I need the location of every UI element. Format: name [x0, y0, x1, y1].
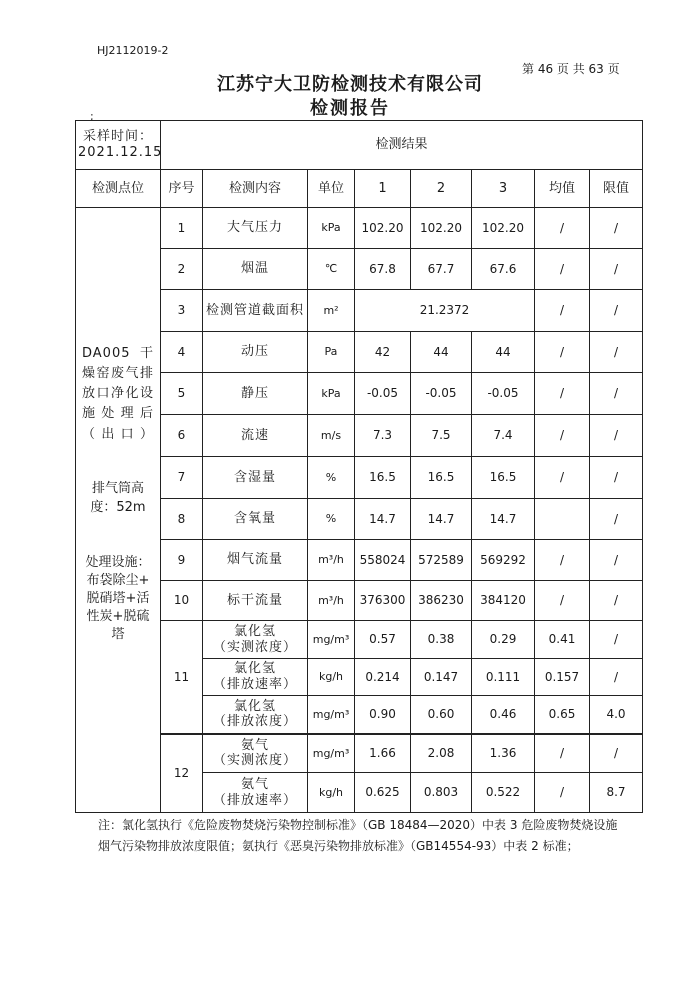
avg-cell: / [535, 457, 590, 499]
value-cell: 0.60 [411, 696, 472, 734]
table-row [76, 290, 643, 332]
content-cell: 流速 [203, 415, 308, 457]
col-header-3: 3 [472, 170, 535, 208]
report-title: 检测报告 [310, 98, 390, 119]
content-line: 氨气 [240, 737, 269, 753]
avg-cell: / [535, 581, 590, 621]
point-description: DA005干燥窑废气排放口净化设施处理后（出口） [82, 346, 154, 442]
col-header-content: 检测内容 [203, 170, 308, 208]
value-cell: 1.36 [472, 734, 535, 773]
limit-cell: 4.0 [590, 696, 643, 734]
table-row [76, 499, 643, 540]
value-cell: 384120 [472, 581, 535, 621]
avg-cell: / [535, 540, 590, 581]
seq-cell: 10 [161, 581, 203, 621]
stack-height: 排气筒高度：52m [90, 480, 146, 516]
table-row [76, 621, 643, 659]
value-cell: 7.3 [355, 415, 411, 457]
unit-cell: ℃ [308, 249, 355, 290]
limit-cell: / [590, 249, 643, 290]
seq-cell: 11 [161, 621, 203, 734]
content-cell: 动压 [203, 332, 308, 373]
value-cell: 572589 [411, 540, 472, 581]
value-cell: -0.05 [411, 373, 472, 415]
value-cell: 386230 [411, 581, 472, 621]
results-label: 检测结果 [161, 121, 643, 170]
value-cell: 0.90 [355, 696, 411, 734]
content-line: 氯化氢 [233, 623, 276, 639]
value-cell: 67.6 [472, 249, 535, 290]
value-cell: 558024 [355, 540, 411, 581]
facility-line: 塔 [111, 627, 125, 643]
value-cell: 0.803 [411, 773, 472, 813]
seq-cell: 3 [161, 290, 203, 332]
table-row [76, 249, 643, 290]
seq-cell: 12 [161, 734, 203, 813]
facility-label: 处理设施： [85, 554, 151, 570]
value-cell: 0.111 [472, 659, 535, 696]
avg-cell: / [535, 773, 590, 813]
seq-cell: 6 [161, 415, 203, 457]
avg-cell: / [535, 415, 590, 457]
limit-cell: / [590, 415, 643, 457]
footnote: 注：氯化氢执行《危险废物焚烧污染物控制标准》（GB 18484—2020）中表 3 危险废物焚烧设施烟气污染物排放浓度限值；氨执行《恶臭污染物排放标准》（GB14554-93）中表 2 标准； [98, 818, 618, 853]
unit-cell: % [308, 499, 355, 540]
value-cell: 44 [411, 332, 472, 373]
value-cell: 44 [472, 332, 535, 373]
avg-cell: / [535, 734, 590, 773]
content-cell: 静压 [203, 373, 308, 415]
content-cell: 含湿量 [203, 457, 308, 499]
unit-cell: kPa [308, 373, 355, 415]
content-cell: 烟气流量 [203, 540, 308, 581]
value-cell: 0.214 [355, 659, 411, 696]
avg-cell: / [535, 332, 590, 373]
company-name: 江苏宁大卫防检测技术有限公司 [217, 74, 483, 95]
value-cell: 102.20 [472, 208, 535, 249]
results-table [75, 120, 643, 813]
content-line: 氯化氢 [233, 661, 276, 677]
seq-cell: 9 [161, 540, 203, 581]
limit-cell: / [590, 659, 643, 696]
col-header-seq: 序号 [161, 170, 203, 208]
table-row [76, 457, 643, 499]
col-header-unit: 单位 [308, 170, 355, 208]
value-cell: 0.46 [472, 696, 535, 734]
point-description-cell [76, 208, 161, 813]
unit-cell: mg/m³ [308, 734, 355, 773]
unit-cell: m/s [308, 415, 355, 457]
document-id: HJ2112019-2 [97, 44, 169, 57]
results-table-container [75, 120, 642, 811]
limit-cell: / [590, 499, 643, 540]
value-cell: 16.5 [411, 457, 472, 499]
content-cell [203, 734, 308, 773]
treatment-facility [82, 554, 154, 645]
corner-mark: ; [90, 110, 94, 123]
value-cell: 0.29 [472, 621, 535, 659]
value-cell: 14.7 [355, 499, 411, 540]
col-header-1: 1 [355, 170, 411, 208]
facility-line: 布袋除尘+ [86, 572, 150, 588]
unit-cell: m³/h [308, 581, 355, 621]
merged-value-cell: 21.2372 [355, 290, 535, 332]
limit-cell: / [590, 621, 643, 659]
avg-cell [535, 499, 590, 540]
value-cell: 102.20 [355, 208, 411, 249]
unit-cell: % [308, 457, 355, 499]
col-header-limit: 限值 [590, 170, 643, 208]
seq-cell: 2 [161, 249, 203, 290]
unit-cell: m² [308, 290, 355, 332]
value-cell: 0.147 [411, 659, 472, 696]
value-cell: 0.38 [411, 621, 472, 659]
content-cell: 检测管道截面积 [203, 290, 308, 332]
table-row [76, 734, 643, 773]
value-cell: 376300 [355, 581, 411, 621]
limit-cell: / [590, 208, 643, 249]
content-line: 氯化氢 [233, 698, 276, 714]
unit-cell: Pa [308, 332, 355, 373]
content-cell [203, 621, 308, 659]
col-header-2: 2 [411, 170, 472, 208]
col-header-point: 检测点位 [76, 170, 161, 208]
content-cell: 大气压力 [203, 208, 308, 249]
unit-cell: mg/m³ [308, 621, 355, 659]
content-line: （实测浓度） [212, 639, 297, 655]
content-line: （排放速率） [212, 792, 297, 808]
value-cell: 7.4 [472, 415, 535, 457]
facility-line: 性炭+脱硫 [86, 609, 150, 625]
avg-cell: / [535, 373, 590, 415]
sampling-time-label: 采样时间： [82, 129, 153, 145]
limit-cell: / [590, 373, 643, 415]
value-cell: 569292 [472, 540, 535, 581]
table-row [76, 373, 643, 415]
content-line: （排放速率） [212, 677, 297, 692]
seq-cell: 8 [161, 499, 203, 540]
value-cell: 16.5 [355, 457, 411, 499]
avg-cell: / [535, 249, 590, 290]
value-cell: 1.66 [355, 734, 411, 773]
seq-cell: 1 [161, 208, 203, 249]
value-cell: -0.05 [472, 373, 535, 415]
content-line: （排放浓度） [212, 714, 297, 730]
col-header-avg: 均值 [535, 170, 590, 208]
value-cell: 14.7 [472, 499, 535, 540]
value-cell: 0.522 [472, 773, 535, 813]
table-row [76, 208, 643, 249]
sampling-time-cell [76, 121, 161, 170]
table-row [76, 415, 643, 457]
unit-cell: kPa [308, 208, 355, 249]
value-cell: 0.57 [355, 621, 411, 659]
sampling-date: 2021.12.15 [78, 145, 163, 160]
avg-cell: 0.157 [535, 659, 590, 696]
content-line: 氨气 [240, 776, 269, 792]
unit-cell: mg/m³ [308, 696, 355, 734]
value-cell: 16.5 [472, 457, 535, 499]
seq-cell: 5 [161, 373, 203, 415]
content-cell [203, 696, 308, 734]
content-line: （实测浓度） [212, 753, 297, 769]
table-row [76, 581, 643, 621]
limit-cell: 8.7 [590, 773, 643, 813]
content-cell: 标干流量 [203, 581, 308, 621]
content-cell: 含氧量 [203, 499, 308, 540]
page-number: 第 46 页 共 63 页 [522, 62, 620, 76]
content-cell [203, 659, 308, 696]
avg-cell: 0.41 [535, 621, 590, 659]
header-row [76, 170, 643, 208]
value-cell: 67.7 [411, 249, 472, 290]
unit-cell: kg/h [308, 773, 355, 813]
avg-cell: / [535, 290, 590, 332]
sampling-row [76, 121, 643, 170]
limit-cell: / [590, 734, 643, 773]
avg-cell: / [535, 208, 590, 249]
limit-cell: / [590, 332, 643, 373]
seq-cell: 7 [161, 457, 203, 499]
content-cell [203, 773, 308, 813]
limit-cell: / [590, 457, 643, 499]
value-cell: 0.625 [355, 773, 411, 813]
table-row [76, 332, 643, 373]
unit-cell: kg/h [308, 659, 355, 696]
value-cell: 67.8 [355, 249, 411, 290]
value-cell: 2.08 [411, 734, 472, 773]
limit-cell: / [590, 540, 643, 581]
value-cell: 102.20 [411, 208, 472, 249]
limit-cell: / [590, 290, 643, 332]
table-row [76, 540, 643, 581]
avg-cell: 0.65 [535, 696, 590, 734]
seq-cell: 4 [161, 332, 203, 373]
unit-cell: m³/h [308, 540, 355, 581]
content-cell: 烟温 [203, 249, 308, 290]
value-cell: 14.7 [411, 499, 472, 540]
value-cell: 7.5 [411, 415, 472, 457]
value-cell: 42 [355, 332, 411, 373]
limit-cell: / [590, 581, 643, 621]
value-cell: -0.05 [355, 373, 411, 415]
facility-line: 脱硝塔+活 [86, 591, 150, 607]
